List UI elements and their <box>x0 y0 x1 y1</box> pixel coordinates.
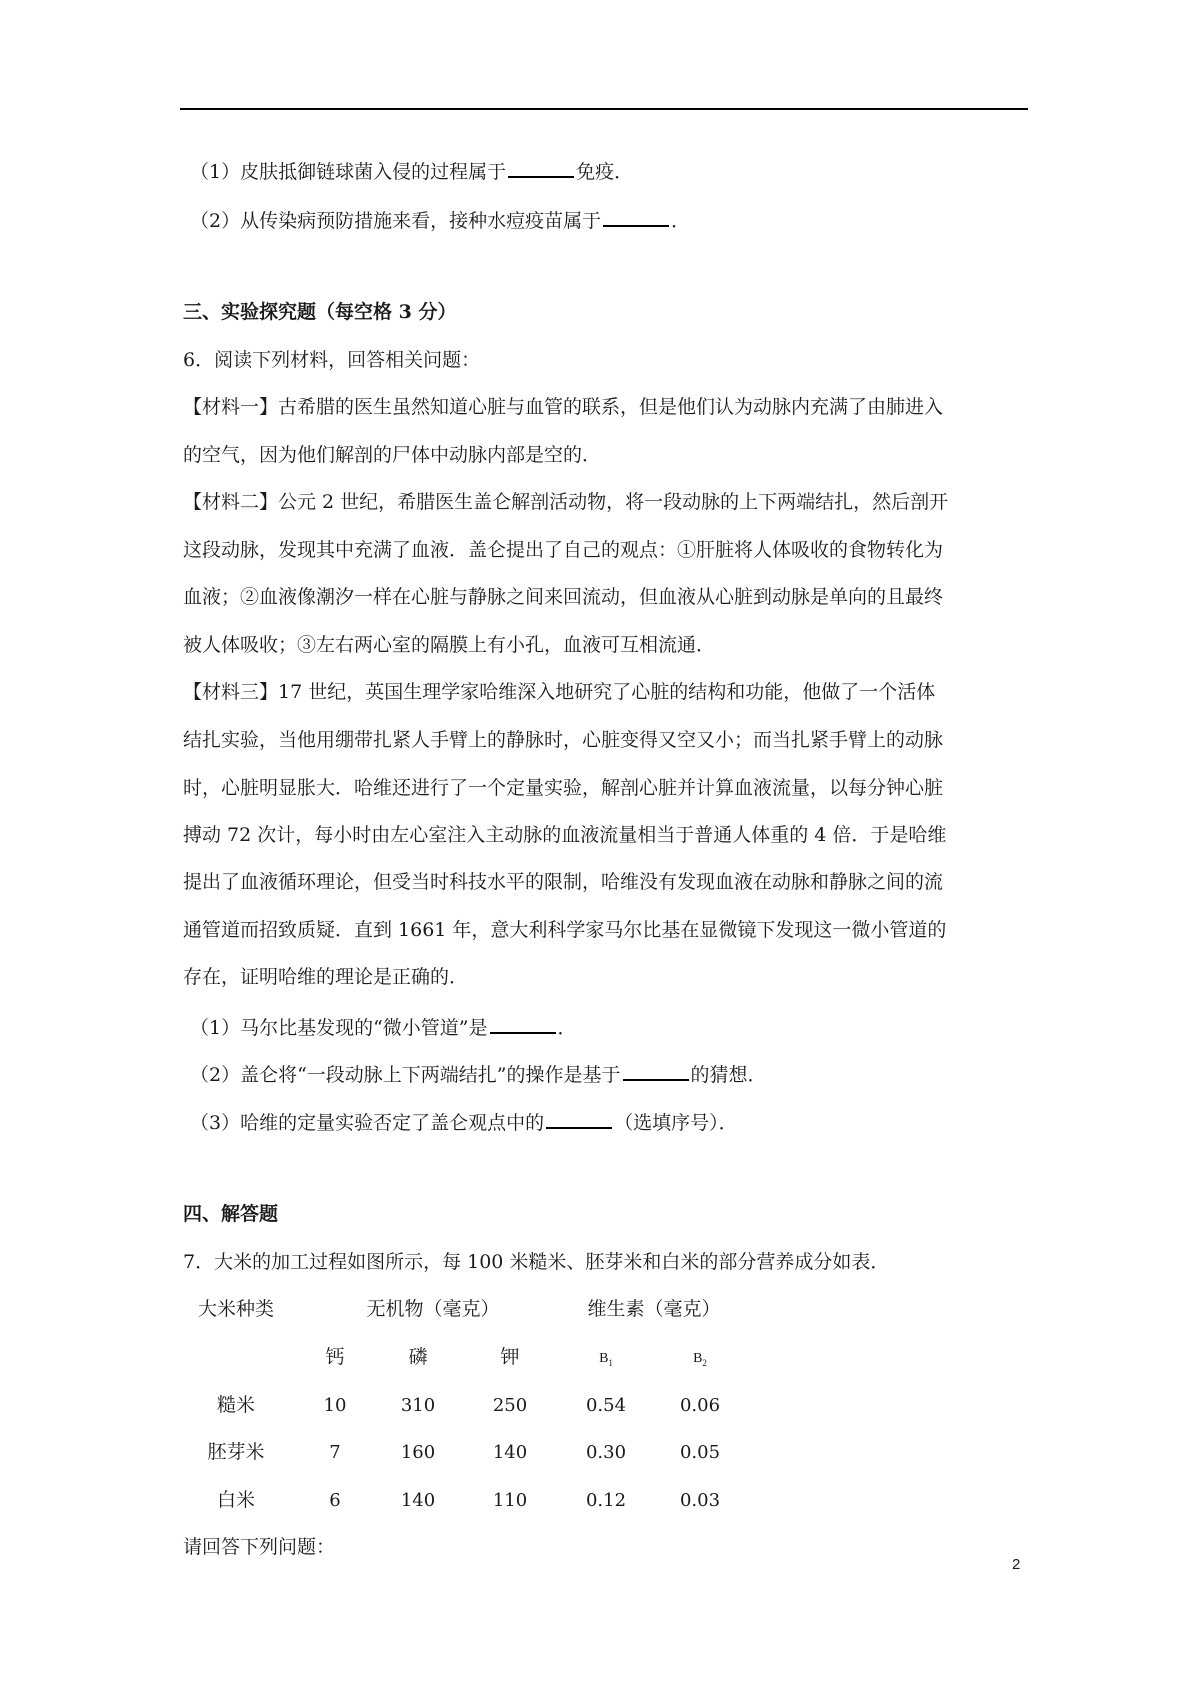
section-4-title: 四、解答题 <box>183 1203 279 1225</box>
q5-sub1 <box>190 160 633 182</box>
table-cell-ca: 7 <box>329 1442 341 1463</box>
q6-material-line: 的空气，因为他们解剖的尸体中动脉内部是空的． <box>183 444 602 466</box>
table-cell-b1: 0.12 <box>585 1490 627 1511</box>
q6-material-line: 【材料二】公元 2 世纪，希腊医生盖仑解剖活动物，将一段动脉的上下两端结扎，然后剖开 <box>183 491 949 513</box>
header-rule <box>180 108 1028 110</box>
q5-sub2-text: （2）从传染病预防措施来看，接种水痘疫苗属于 <box>190 210 602 232</box>
table-header-vitamin: 维生素（毫克） <box>587 1298 721 1320</box>
table-row-name: 糙米 <box>216 1394 256 1416</box>
table-cell-ca: 10 <box>323 1395 347 1416</box>
q6-material-line: 提出了血液循环理论，但受当时科技水平的限制，哈维没有发现血液在动脉和静脉之间的流 <box>183 871 944 893</box>
table-cell-b1: 0.30 <box>585 1442 627 1463</box>
q7-intro: 7．大米的加工过程如图所示，每 100 米糙米、胚芽米和白米的部分营养成分如表． <box>183 1251 890 1273</box>
q6-material-line: 【材料三】17 世纪，英国生理学家哈维深入地研究了心脏的结构和功能，他做了一个活体 <box>183 681 936 703</box>
table-cell-p: 140 <box>400 1490 436 1511</box>
q7-prompt: 请回答下列问题： <box>183 1536 336 1558</box>
table-cell-ca: 6 <box>329 1490 341 1511</box>
table-cell-k: 110 <box>492 1490 528 1511</box>
q6-sub2-text: （2）盖仑将“一段动脉上下两端结扎”的操作是基于 <box>190 1064 621 1086</box>
q6-sub3-text: （3）哈维的定量实验否定了盖仑观点中的 <box>190 1112 545 1134</box>
q6-material-line: 搏动 72 次计，每小时由左心室注入主动脉的血液流量相当于普通人体重的 4 倍．于是哈维 <box>183 824 947 846</box>
answer-blank[interactable] <box>623 1063 689 1081</box>
table-subheader-b2: $B_2$ <box>693 1351 707 1368</box>
table-cell-k: 250 <box>492 1395 528 1416</box>
answer-blank[interactable] <box>546 1111 612 1129</box>
q6-sub3 <box>190 1111 738 1133</box>
q6-material-line: 这段动脉，发现其中充满了血液．盖仑提出了自己的观点：①肝脏将人体吸收的食物转化为 <box>183 539 944 561</box>
q5-sub2 <box>190 209 690 231</box>
q6-material-line: 存在，证明哈维的理论是正确的． <box>183 966 469 988</box>
table-subheader-ca: 钙 <box>325 1346 345 1368</box>
table-cell-k: 140 <box>492 1442 528 1463</box>
q6-intro: 6．阅读下列材料，回答相关问题： <box>183 349 481 371</box>
table-subheader-k: 钾 <box>500 1346 520 1368</box>
q5-sub1-suffix: 免疫． <box>576 161 634 183</box>
q5-sub2-suffix: ． <box>671 210 691 232</box>
page-number: 2 <box>1012 1556 1021 1573</box>
q6-material-line: 被人体吸收；③左右两心室的隔膜上有小孔，血液可互相流通． <box>183 634 716 656</box>
q6-material-line: 【材料一】古希腊的医生虽然知道心脏与血管的联系，但是他们认为动脉内充满了由肺进入 <box>183 396 944 418</box>
q6-material-line: 血液；②血液像潮汐一样在心脏与静脉之间来回流动，但血液从心脏到动脉是单向的且最终 <box>183 586 944 608</box>
q6-sub2-suffix: 的猜想． <box>690 1064 767 1086</box>
table-subheader-p: 磷 <box>408 1346 428 1368</box>
table-row-name: 白米 <box>216 1489 256 1511</box>
table-header-mineral: 无机物（毫克） <box>366 1298 500 1320</box>
q6-sub1-text: （1）马尔比基发现的“微小管道”是 <box>190 1017 488 1039</box>
table-cell-b2: 0.06 <box>679 1395 721 1416</box>
table-row-name: 胚芽米 <box>207 1441 265 1463</box>
q6-sub3-suffix: （选填序号）． <box>614 1112 738 1134</box>
q6-material-line: 通管道而招致质疑．直到 1661 年，意大利科学家马尔比基在显微镜下发现这一微小管道的 <box>183 919 947 941</box>
table-cell-b2: 0.03 <box>679 1490 721 1511</box>
answer-blank[interactable] <box>508 160 574 178</box>
section-3-title: 三、实验探究题（每空格 3 分） <box>183 301 457 323</box>
q6-material-line: 时，心脏明显胀大．哈维还进行了一个定量实验，解剖心脏并计算血液流量，以每分钟心脏 <box>183 777 944 799</box>
q6-sub2 <box>190 1063 767 1085</box>
answer-blank[interactable] <box>603 209 669 227</box>
table-cell-b1: 0.54 <box>585 1395 627 1416</box>
table-cell-p: 160 <box>400 1442 436 1463</box>
q6-sub1-suffix: ． <box>557 1017 577 1039</box>
table-cell-p: 310 <box>400 1395 436 1416</box>
table-header-type: 大米种类 <box>197 1298 275 1320</box>
table-cell-b2: 0.05 <box>679 1442 721 1463</box>
q6-material-line: 结扎实验，当他用绷带扎紧人手臂上的静脉时，心脏变得又空又小；而当扎紧手臂上的动脉 <box>183 729 944 751</box>
q6-sub1 <box>190 1016 577 1038</box>
answer-blank[interactable] <box>490 1016 556 1034</box>
q5-sub1-text: （1）皮肤抵御链球菌入侵的过程属于 <box>190 161 507 183</box>
table-subheader-b1: $B_1$ <box>599 1351 613 1368</box>
